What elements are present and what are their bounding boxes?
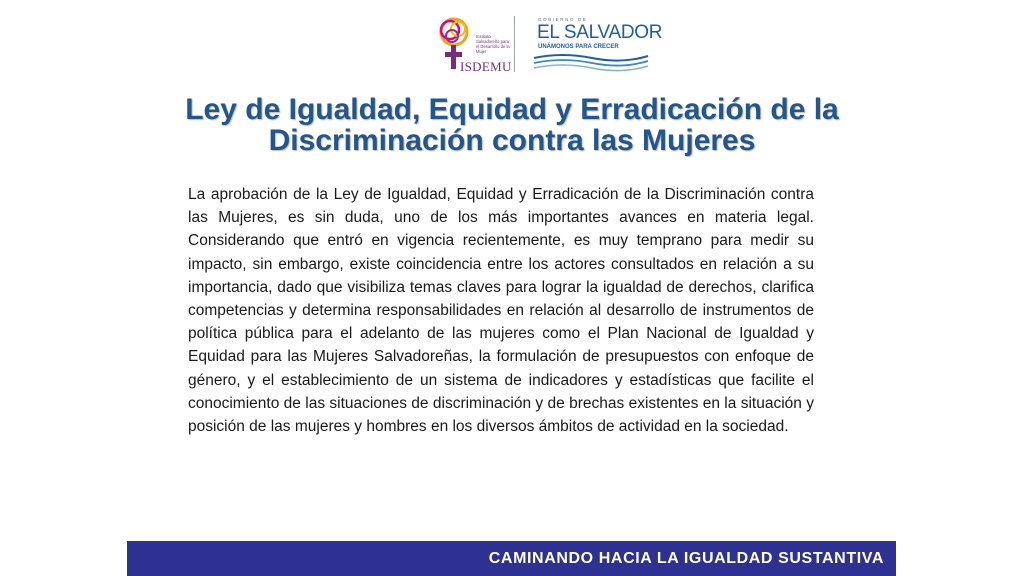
government-logo-name: EL SALVADOR xyxy=(537,22,663,43)
logo-divider xyxy=(514,16,515,72)
footer-band xyxy=(127,541,896,576)
isdemu-logo xyxy=(432,14,512,74)
government-logo-top-text: GOBIERNO DE xyxy=(538,17,588,22)
slide-body-text: La aprobación de la Ley de Igualdad, Equidad y Erradicación de la Discriminación contra las Mujeres, es sin duda, uno de los más importantes avances en materia legal. Considerando que entró en vigencia recientemente, es muy temprano para medir su impacto, sin embargo, existe coincidencia entre los actores consultados en relación a su importancia, dado que visibiliza temas claves para lograr la igualdad de derechos, clarifica competencias y determina responsabilidades en relación al desarrollo de instrumentos de política pública para el adelanto de las mujeres como el Plan Nacional de Igualdad y Equidad para las Mujeres Salvadoreñas, la formulación de presupuestos con enfoque de género, y el establecimiento de un sistema de indicadores y estadísticas que facilite el conocimiento de las situaciones de discriminación y de brechas existentes en la situación y posición de las mujeres y hombres en los diversos ámbitos de actividad en la sociedad. xyxy=(188,186,814,436)
header-logos xyxy=(432,14,663,74)
government-logo xyxy=(524,14,663,74)
isdemu-logo-small-text: Instituto Salvadoreño para el Desarrollo de la Mujer xyxy=(476,34,510,54)
waves-icon xyxy=(532,52,650,72)
slide-title: Ley de Igualdad, Equidad y Erradicación de la Discriminación contra las Mujeres xyxy=(185,93,839,157)
government-logo-tagline: UNÁMONOS PARA CRECER xyxy=(538,44,619,50)
isdemu-logo-name: ISDEMU xyxy=(460,59,512,74)
footer-slogan: CAMINANDO HACIA LA IGUALDAD SUSTANTIVA xyxy=(488,550,884,567)
